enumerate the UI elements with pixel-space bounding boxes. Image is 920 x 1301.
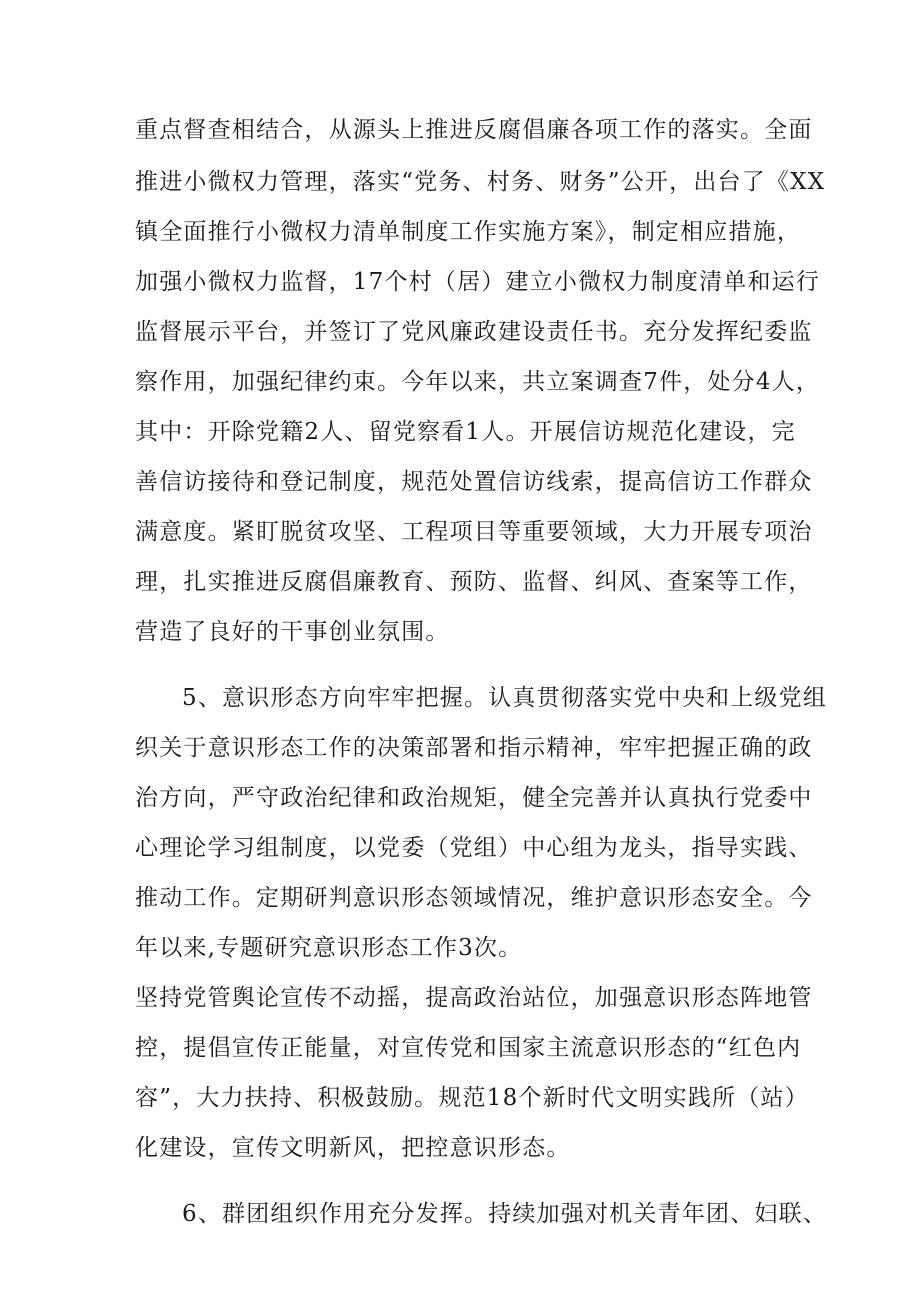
text-line: 坚持党管舆论宣传不动摇，提高政治站位，加强意识形态阵地管	[135, 985, 813, 1011]
text-line: 监督展示平台，并签订了党风廉政建设责任书。充分发挥纪委监	[135, 319, 813, 345]
text-line: 善信访接待和登记制度，规范处置信访线索，提高信访工作群众	[135, 469, 813, 495]
text-line: 满意度。紧盯脱贫攻坚、工程项目等重要领域，大力开展专项治	[135, 519, 813, 545]
text-line: 化建设，宣传文明新风，把控意识形态。	[135, 1135, 571, 1161]
text-line: 治方向，严守政治纪律和政治规矩，健全完善并认真执行党委中	[135, 785, 813, 811]
text-line: 6、群团组织作用充分发挥。持续加强对机关青年团、妇联、	[182, 1201, 828, 1227]
text-line: 推动工作。定期研判意识形态领域情况，维护意识形态安全。今	[135, 885, 813, 911]
text-line: 营造了良好的干事创业氛围。	[135, 619, 450, 645]
text-line: 重点督查相结合，从源头上推进反腐倡廉各项工作的落实。全面	[135, 117, 813, 143]
text-line: 镇全面推行小微权力清单制度工作实施方案》，制定相应措施，	[135, 219, 802, 245]
text-line: 年以来,专题研究意识形态工作3次。	[135, 935, 523, 961]
text-line: 容”，大力扶持、积极鼓励。规范18个新时代文明实践所（站）	[135, 1085, 809, 1111]
text-line: 心理论学习组制度，以党委（党组）中心组为龙头，指导实践、	[135, 835, 813, 861]
text-line: 察作用，加强纪律约束。今年以来，共立案调查7件，处分4人，	[135, 369, 821, 395]
text-line: 理，扎实推进反腐倡廉教育、预防、监督、纠风、查案等工作，	[135, 569, 813, 595]
text-line: 加强小微权力监督，17个村（居）建立小微权力制度清单和运行	[135, 269, 821, 295]
text-line: 其中：开除党籍2人、留党察看1人。开展信访规范化建设，完	[135, 419, 796, 445]
text-line: 5、意识形态方向牢牢把握。认真贯彻落实党中央和上级党组	[182, 685, 828, 711]
text-line: 控，提倡宣传正能量，对宣传党和国家主流意识形态的“红色内	[135, 1035, 802, 1061]
text-line: 推进小微权力管理，落实“党务、村务、财务”公开，出台了《XX	[135, 169, 826, 195]
text-line: 织关于意识形态工作的决策部署和指示精神，牢牢把握正确的政	[135, 735, 813, 761]
